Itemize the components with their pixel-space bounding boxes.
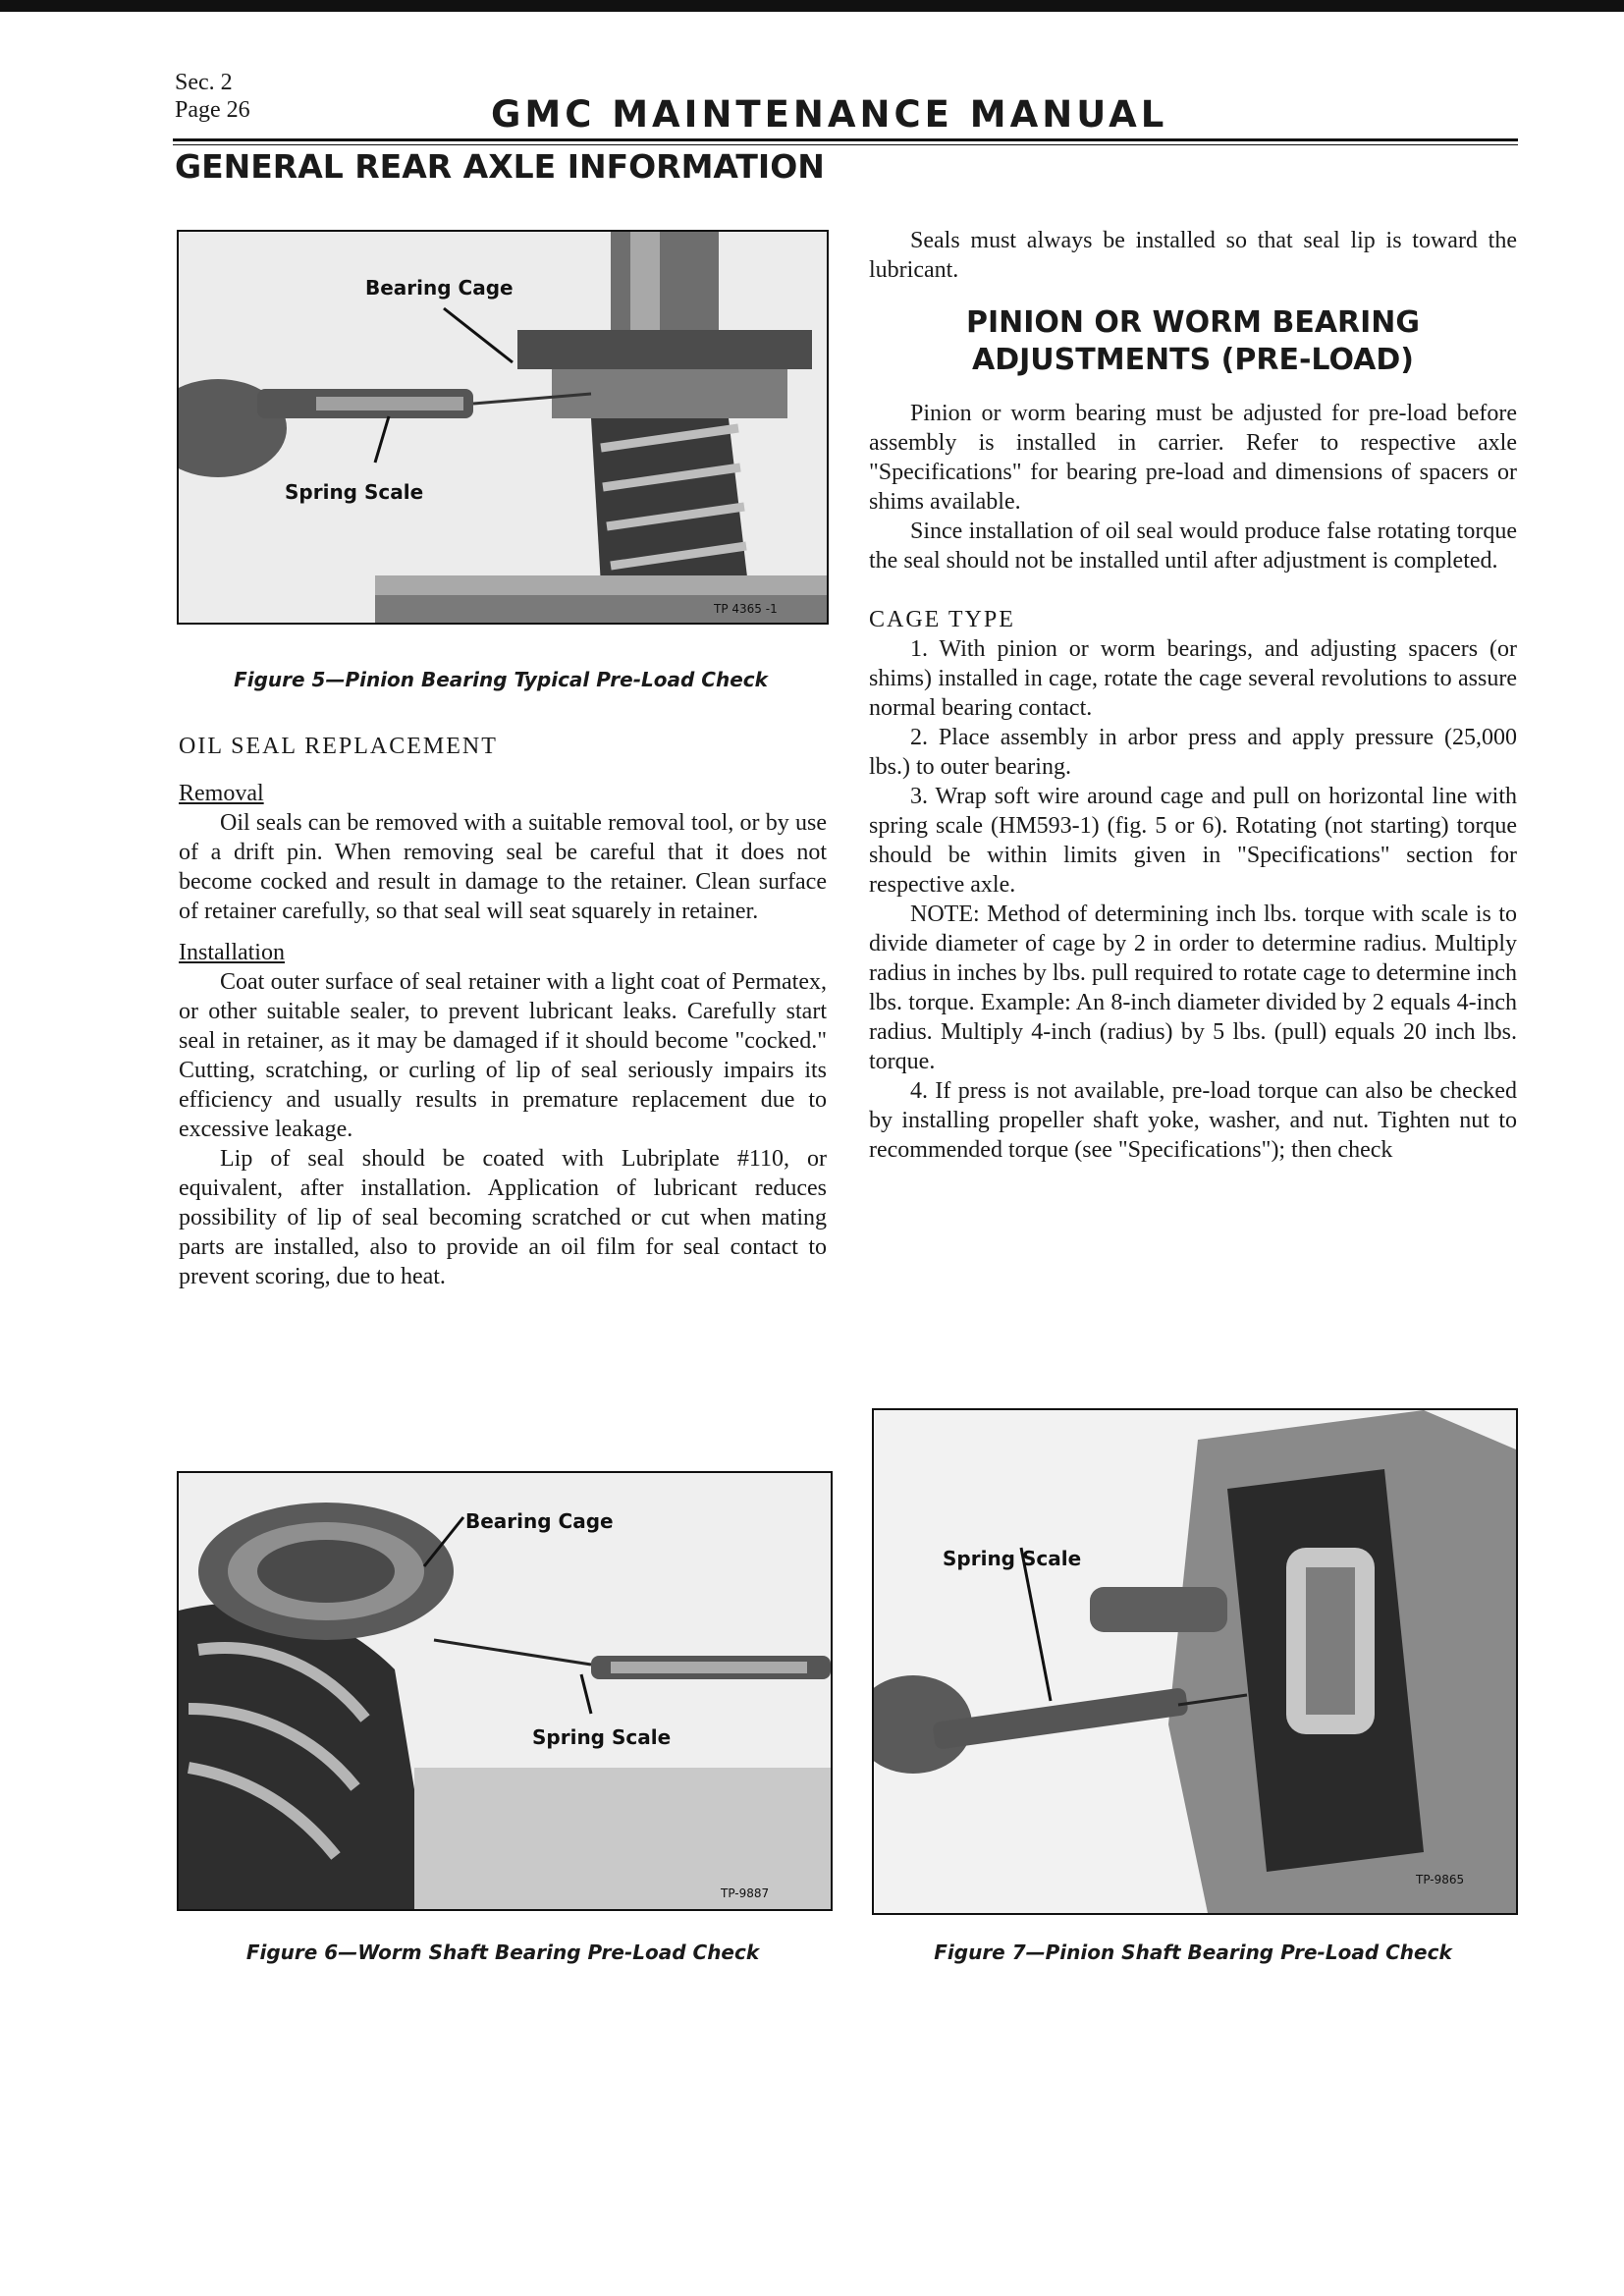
section-number: Sec. 2 <box>175 70 233 95</box>
figure-7-caption: Figure 7—Pinion Shaft Bearing Pre-Load Check <box>934 1941 1452 1964</box>
figure-5-photo <box>177 230 829 625</box>
oil-seal-heading: OIL SEAL REPLACEMENT <box>179 734 498 759</box>
page-reference <box>175 69 250 124</box>
fig7-tp-code: TP-9865 <box>1416 1873 1465 1886</box>
note: NOTE: Method of determining inch lbs. torque with scale is to divide diameter of cage by 2 in order to determine radius. Multiply radius in inches by lbs. pull required to rotate cage to determine inch lbs. torque. Example: An 8-inch diameter divided by 2 equals 4-inch radius. Multiply 4-inch (radius) by 5 lbs. (pull) equals 20 inch lbs. torque. <box>869 902 1517 1074</box>
left-column <box>179 732 827 1291</box>
pinion-paragraph-1: Pinion or worm bearing must be adjusted for pre-load before assembly is installed in carrier. Refer to respective axle "Specifications" for bearing pre-load and dimensions of spacers or shims available. <box>869 401 1517 515</box>
fig5-label-bearing-cage: Bearing Cage <box>365 276 514 300</box>
step-1: 1. With pinion or worm bearings, and adjusting spacers (or shims) installed in cage, rotate the cage several revolutions to assure normal bearing contact. <box>869 636 1517 721</box>
figure-7-photo <box>872 1408 1518 1915</box>
installation-heading: Installation <box>179 940 285 965</box>
cage-type-heading: CAGE TYPE <box>869 607 1015 632</box>
step-2: 2. Place assembly in arbor press and apply pressure (25,000 lbs.) to outer bearing. <box>869 725 1517 780</box>
fig5-label-spring-scale: Spring Scale <box>285 480 424 504</box>
fig7-label-spring-scale: Spring Scale <box>943 1547 1082 1570</box>
seals-text: Seals must always be installed so that seal lip is toward the lubricant. <box>869 228 1517 283</box>
fig6-label-bearing-cage: Bearing Cage <box>465 1509 614 1533</box>
section-title: GENERAL REAR AXLE INFORMATION <box>175 147 825 186</box>
manual-title: GMC MAINTENANCE MANUAL <box>491 93 1168 136</box>
header-rule-thin <box>173 144 1518 145</box>
fig6-tp-code: TP-9887 <box>721 1886 770 1900</box>
page-number: Page 26 <box>175 97 250 123</box>
pinion-heading-line-2: ADJUSTMENTS (PRE-LOAD) <box>972 343 1414 377</box>
pinion-paragraph-2: Since installation of oil seal would produce false rotating torque the seal should not be installed until after adjustment is completed. <box>869 519 1517 574</box>
fig6-label-spring-scale: Spring Scale <box>532 1725 672 1749</box>
removal-text: Oil seals can be removed with a suitable removal tool, or by use of a drift pin. When removing seal be careful that it does not become cocked and result in damage to the retainer. Clean surface of retainer carefully, so that seal will seat squarely in retainer. <box>179 810 827 924</box>
installation-paragraph-1: Coat outer surface of seal retainer with a light coat of Permatex, or other suitable sealer, to prevent lubricant leaks. Carefully start seal in retainer, as it may be damaged if it should become "cocked." Cutting, scratching, or curling of lip of seal seriously impairs its efficiency and usually results in premature replacement due to excessive leakage. <box>179 969 827 1142</box>
right-column <box>869 226 1517 1165</box>
figure-5-caption: Figure 5—Pinion Bearing Typical Pre-Load Check <box>234 668 768 691</box>
figure-6-photo <box>177 1471 833 1911</box>
step-3: 3. Wrap soft wire around cage and pull on horizontal line with spring scale (HM593-1) (fig. 5 or 6). Rotating (not starting) torque should be within limits given in "Specifications" section for respective axle. <box>869 784 1517 898</box>
installation-paragraph-2: Lip of seal should be coated with Lubriplate #110, or equivalent, after installation. Application of lubricant reduces possibility of lip of seal becoming scratched or cut when mating parts are installed, also to provide an oil film for seal contact to prevent scoring, due to heat. <box>179 1146 827 1289</box>
figure-6-caption: Figure 6—Worm Shaft Bearing Pre-Load Check <box>245 1941 760 1964</box>
fig5-tp-code: TP 4365 -1 <box>714 602 778 616</box>
step-4: 4. If press is not available, pre-load torque can also be checked by installing propeller shaft yoke, washer, and nut. Tighten nut to recommended torque (see "Specifications"); then check <box>869 1078 1517 1163</box>
removal-heading: Removal <box>179 781 264 806</box>
pinion-heading-line-1: PINION OR WORM BEARING <box>965 305 1421 340</box>
top-border <box>0 0 1624 12</box>
header-rule <box>173 138 1518 141</box>
